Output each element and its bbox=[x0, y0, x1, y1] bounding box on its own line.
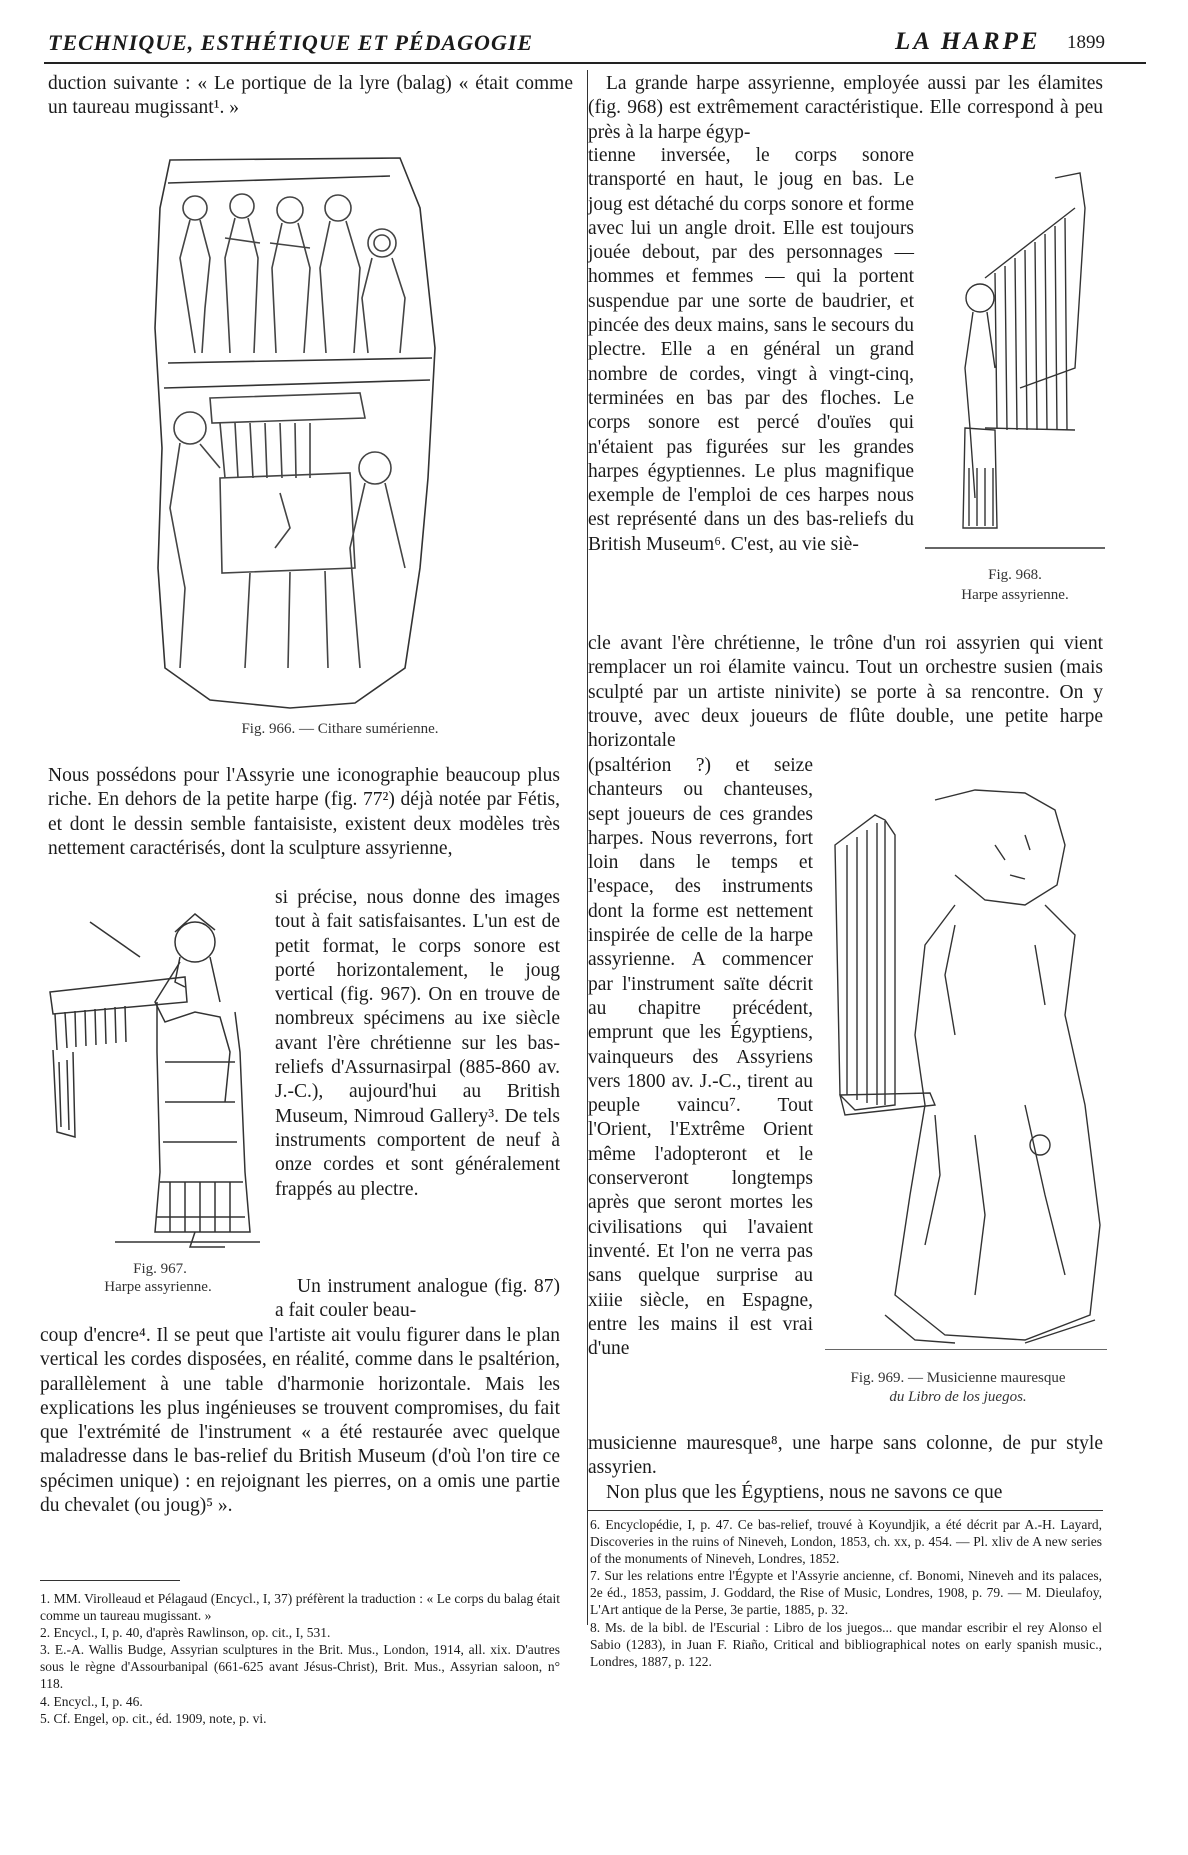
fig966-sumerian-relief-image bbox=[150, 148, 440, 713]
footnote-5: 5. Cf. Engel, op. cit., éd. 1909, note, p. vi. bbox=[40, 1710, 267, 1726]
footnote-1: 1. MM. Virolleaud et Pélagaud (Encycl., I, 37) préfèrent la traduction : « Le corps du balag était comme un taureau mugissant. » bbox=[40, 1591, 560, 1624]
left-para-wrap-fig967: si précise, nous donne des images tout à fait satisfaisantes. L'un est de petit format, le corps sonore est porté horizontalement, le joug vertical (fig. 967). On en trouve de nombreux spécimens au ixe siècle avant l'ère chrétienne sur les bas-reliefs d'Assurnasirpal (885-860 av. J.-C.), aujourd'hui au British Museum, Nimroud Gallery³. De tels instruments comportent de neuf à onze cordes et sont généralement frappés au plectre. bbox=[275, 887, 560, 1200]
right-footnote-rule bbox=[588, 1510, 1103, 1511]
header-rule bbox=[44, 62, 1146, 64]
right-para-top: La grande harpe assyrienne, employée aussi par les élamites (fig. 968) est extrêmement caractéristique. Elle correspond à peu près à la harpe égyp- bbox=[588, 73, 1103, 143]
fig967-caption-title: Harpe assyrienne. bbox=[104, 1279, 212, 1295]
left-para-iconography: Nous possédons pour l'Assyrie une iconographie beaucoup plus riche. En dehors de la petite harpe (fig. 77²) déjà notée par Fétis, et dont le dessin semble fantaisiste, existent deux modèles très nettement caractérisés, dont la sculpture assyrienne, bbox=[48, 765, 560, 859]
fig968-assyrian-harp-image bbox=[925, 168, 1105, 553]
fig966-caption: Fig. 966. — Cithare sumérienne. bbox=[241, 721, 439, 737]
footnote-6: 6. Encyclopédie, I, p. 47. Ce bas-relief, trouvé à Koyundjik, a été décrit par A.-H. Layard, Discoveries in the ruins of Nineveh, London, 1853, ch. xx, p. 454. — Pl. xliv de A new series of the monuments of Nineveh, Londres, 1852. bbox=[590, 1517, 1102, 1567]
left-para2: coup d'encre⁴. Il se peut que l'artiste ait voulu figurer dans le plan vertical les cordes disposées, en réalité, comme dans le psaltérion, parallèlement à une table d'harmonie horizontale. Mais les explications les plus ingénieuses se trouvent compromises, du fait que l'extrémité de l'instrument « a été restaurée avec quelque maladresse dans le bas-relief du British Museum (d'où l'on tire ce spécimen unique) : en rejoignant les pierres, on a omis une partie du chevalet (ou joug)⁵ ». bbox=[40, 1325, 560, 1517]
fig968-caption-title: Harpe assyrienne. bbox=[961, 587, 1069, 603]
right-para-bottom: cle avant l'ère chrétienne, le trône d'un roi assyrien qui vient remplacer un roi élamite vaincu. Tout un orchestre susien (mais sculpté par un artiste ninivite) se porte à sa rencontre. On y trouve, avec deux joueurs de flûte double, une petite harpe horizontale bbox=[588, 633, 1103, 752]
right-para2-bottom: musicienne mauresque⁸, une harpe sans colonne, de pur style assyrien. bbox=[588, 1433, 1103, 1479]
right-footnotes bbox=[590, 1516, 1102, 1670]
page-number: 1899 bbox=[1067, 32, 1105, 53]
left-intro-text: duction suivante : « Le portique de la lyre (balag) « était comme un taureau mugissant¹. » bbox=[48, 73, 573, 119]
footnote-8: 8. Ms. de la bibl. de l'Escurial : Libro de los juegos... que mandar escribir el rey Alonso el Sabio (1283), in Juan F. Riaño, Critical and bibliographical notes on early spanish music., Londres, 1887, p. 122. bbox=[590, 1619, 1102, 1669]
fig969-moorish-musician-image bbox=[825, 775, 1107, 1350]
left-footnotes bbox=[40, 1590, 560, 1727]
fig967-caption-number: Fig. 967. bbox=[133, 1261, 187, 1277]
footnote-3: 3. E.-A. Wallis Budge, Assyrian sculptures in the Brit. Mus., London, 1914, all. xix. D'autres sous le règne d'Assourbanipal (661-625 avant Jésus-Christ), Brit. Mus., Assyrian saloon, n° 118. bbox=[40, 1642, 560, 1692]
running-header-right: LA HARPE bbox=[895, 28, 1041, 55]
fig969-caption-line1: Fig. 969. — Musicienne mauresque bbox=[850, 1370, 1066, 1386]
footnote-4: 4. Encycl., I, p. 46. bbox=[40, 1693, 143, 1709]
left-para2-wrap: Un instrument analogue (fig. 87) a fait couler beau- bbox=[275, 1276, 560, 1322]
fig968-caption-number: Fig. 968. bbox=[988, 567, 1042, 583]
fig969-caption-line2: du Libro de los juegos. bbox=[889, 1389, 1027, 1405]
right-para-wrap-fig968: tienne inversée, le corps sonore transporté en haut, le joug en bas. Le joug est détaché du corps sonore et forme avec lui un angle droit. Elle est toujours jouée debout, par des personnages — hommes et femmes — qui la portent suspendue par une sorte de baudrier, et pincée des deux mains, sans le secours du plectre. Elle a en général un grand nombre de cordes, vingt à vingt-cinq, terminées en bas par des floches. Le corps sonore est percé d'ouïes qui n'étaient pas figurées sur les grandes harpes égyptiennes. Le plus magnifique exemple de l'emploi de ces harpes nous est représenté dans un des bas-reliefs du British Museum⁶. C'est, au vie siè- bbox=[588, 145, 914, 555]
left-footnote-rule bbox=[40, 1580, 180, 1581]
fig967-assyrian-harp-image bbox=[45, 902, 260, 1257]
footnote-2: 2. Encycl., I, p. 40, d'après Rawlinson, op. cit., I, 531. bbox=[40, 1625, 331, 1641]
right-para3: Non plus que les Égyptiens, nous ne savons ce que bbox=[606, 1482, 1003, 1503]
right-para2-wrap-fig969: (psaltérion ?) et seize chanteurs ou chanteuses, sept joueurs de ces grandes harpes. Nous reverrons, fort loin dans le temps et l'espace, des instruments dont la forme est nettement inspirée de celle de la harpe assyrienne. A commencer par l'instrument saïte décrit au chapitre précédent, emprunt que les Égyptiens, vainqueurs des Assyriens vers 1800 av. J.-C., tirent au peuple vaincu⁷. Tout l'Orient, l'Extrême Orient même l'adopteront et le conserveront longtemps après que seront mortes les civilisations qui l'avaient inventé. Et l'on ne verra pas sans quelque surprise au xiiie siècle, en Espagne, entre les mains il est vrai d'une bbox=[588, 755, 813, 1360]
footnote-7: 7. Sur les relations entre l'Égypte et l'Assyrie ancienne, cf. Bonomi, Nineveh and its palaces, 2e éd., 1853, passim, J. Goddard, the Rise of Music, Londres, 1908, p. 79. — M. Dieulafoy, L'Art antique de la Perse, 3e partie, 1885, p. 32. bbox=[590, 1568, 1102, 1618]
running-header-left: TECHNIQUE, ESTHÉTIQUE ET PÉDAGOGIE bbox=[48, 30, 534, 55]
